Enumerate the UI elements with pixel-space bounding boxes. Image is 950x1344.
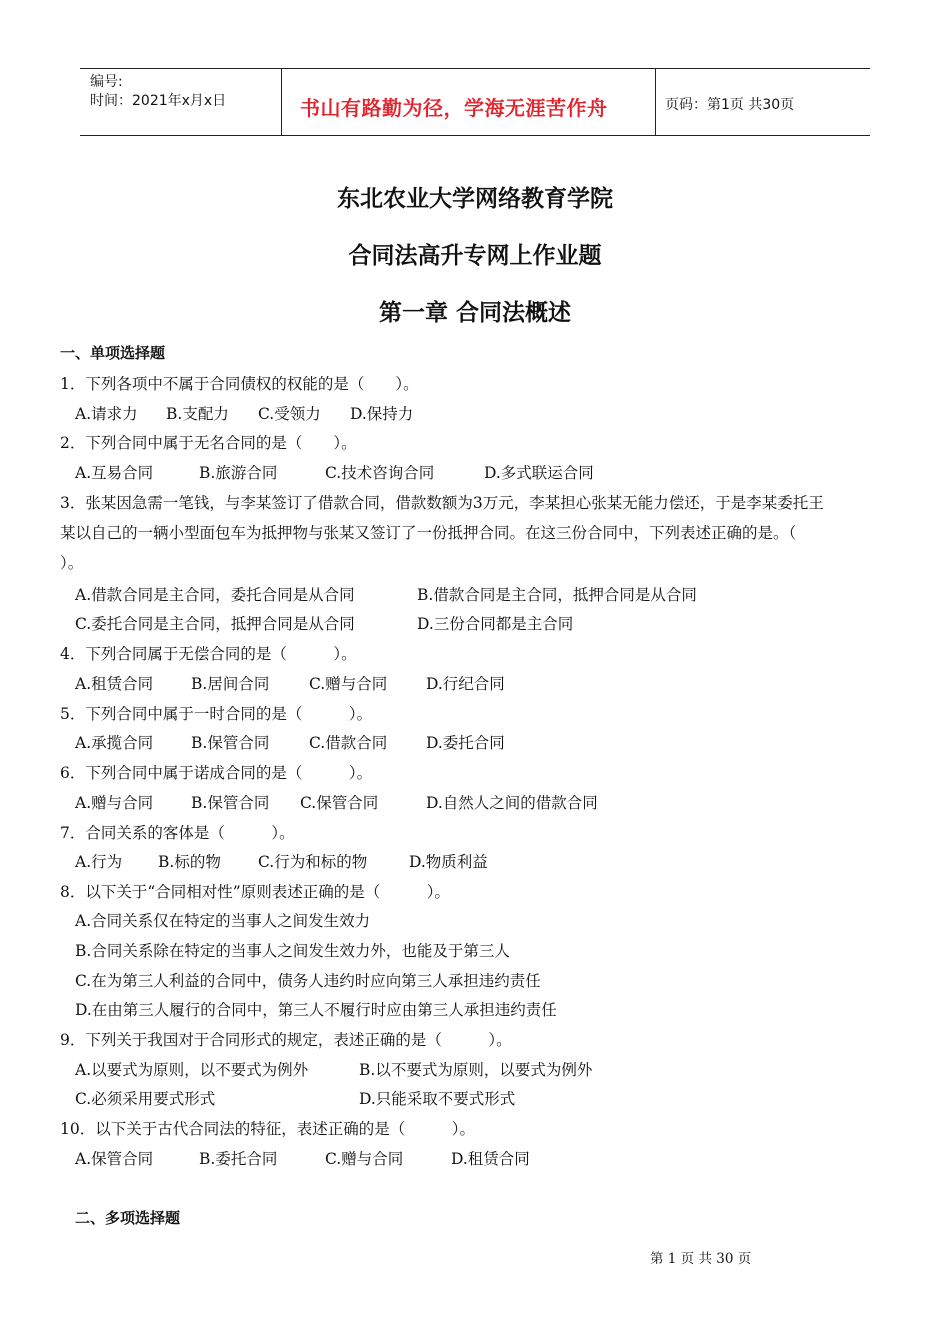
q10-option-d: D.租赁合同 (451, 1150, 530, 1168)
page-footer: 第 1 页 共 30 页 (650, 1251, 752, 1267)
q2-option-a: A.互易合同 (75, 464, 154, 482)
chapter-title: 第一章 合同法概述 (378, 300, 571, 326)
q10-option-b: B.委托合同 (199, 1150, 278, 1168)
q3-option-b: B.借款合同是主合同，抵押合同是从合同 (417, 586, 697, 604)
school-title: 东北农业大学网络教育学院 (337, 186, 613, 212)
q2-option-d: D.多式联运合同 (484, 464, 594, 482)
question-1: 1．下列各项中不属于合同债权的权能的是（ ）。 (60, 375, 419, 393)
question-10: 10．以下关于古代合同法的特征，表述正确的是（ ）。 (60, 1120, 475, 1138)
question-3-line-2: 某以自己的一辆小型面包车为抵押物与张某又签订了一份抵押合同。在这三份合同中，下列表述正确的是。（ (60, 524, 797, 542)
q6-option-d: D.自然人之间的借款合同 (426, 794, 598, 812)
question-8: 8．以下关于“合同相对性”原则表述正确的是（ ）。 (60, 883, 450, 901)
q9-option-b: B.以不要式为原则，以要式为例外 (359, 1061, 593, 1079)
question-9: 9．下列关于我国对于合同形式的规定，表述正确的是（ ）。 (60, 1031, 512, 1049)
header-number-label: 编号: (90, 74, 123, 90)
question-2: 2．下列合同中属于无名合同的是（ ）。 (60, 434, 357, 452)
header-top-border (80, 68, 870, 69)
q4-option-d: D.行纪合同 (426, 675, 505, 693)
q8-option-c: C.在为第三人利益的合同中，债务人违约时应向第三人承担违约责任 (75, 972, 541, 990)
header-bottom-border (80, 135, 870, 136)
q6-option-a: A.赠与合同 (75, 794, 154, 812)
q4-option-b: B.居间合同 (191, 675, 270, 693)
section-multiple-choice: 二、多项选择题 (75, 1209, 181, 1227)
q9-option-d: D.只能采取不要式形式 (359, 1090, 516, 1108)
q4-option-c: C.赠与合同 (309, 675, 388, 693)
q7-option-d: D.物质利益 (409, 853, 488, 871)
q8-option-b: B.合同关系除在特定的当事人之间发生效力外，也能及于第三人 (75, 942, 510, 960)
q1-option-a: A.请求力 (75, 405, 138, 423)
q1-option-c: C.受领力 (258, 405, 321, 423)
q5-option-c: C.借款合同 (309, 734, 388, 752)
question-3-line-3: ）。 (60, 554, 84, 572)
question-5: 5．下列合同中属于一时合同的是（ ）。 (60, 705, 373, 723)
q4-option-a: A.租赁合同 (75, 675, 154, 693)
q7-option-a: A.行为 (75, 853, 123, 871)
q2-option-c: C.技术咨询合同 (325, 464, 435, 482)
q3-option-a: A.借款合同是主合同，委托合同是从合同 (75, 586, 355, 604)
course-title: 合同法高升专网上作业题 (348, 243, 602, 269)
q9-option-a: A.以要式为原则，以不要式为例外 (75, 1061, 309, 1079)
q8-option-a: A.合同关系仅在特定的当事人之间发生效力 (75, 912, 371, 930)
header-divider-right (655, 68, 656, 136)
q5-option-a: A.承揽合同 (75, 734, 154, 752)
header-divider-left (281, 68, 282, 136)
q3-option-c: C.委托合同是主合同，抵押合同是从合同 (75, 615, 355, 633)
q9-option-c: C.必须采用要式形式 (75, 1090, 216, 1108)
q8-option-d: D.在由第三人履行的合同中，第三人不履行时应由第三人承担违约责任 (75, 1001, 557, 1019)
q6-option-c: C.保管合同 (300, 794, 379, 812)
header-time-label: 时间：2021年x月x日 (90, 93, 227, 109)
q6-option-b: B.保管合同 (191, 794, 270, 812)
q10-option-a: A.保管合同 (75, 1150, 154, 1168)
q5-option-b: B.保管合同 (191, 734, 270, 752)
q1-option-d: D.保持力 (350, 405, 414, 423)
section-single-choice: 一、单项选择题 (60, 344, 166, 362)
question-4: 4．下列合同属于无偿合同的是（ ）。 (60, 645, 357, 663)
q3-option-d: D.三份合同都是主合同 (417, 615, 574, 633)
q7-option-c: C.行为和标的物 (258, 853, 368, 871)
q5-option-d: D.委托合同 (426, 734, 505, 752)
q10-option-c: C.赠与合同 (325, 1150, 404, 1168)
header-motto: 书山有路勤为径，学海无涯苦作舟 (300, 96, 608, 120)
question-6: 6．下列合同中属于诺成合同的是（ ）。 (60, 764, 373, 782)
question-7: 7．合同关系的客体是（ ）。 (60, 824, 295, 842)
q2-option-b: B.旅游合同 (199, 464, 278, 482)
header-page-info: 页码：第1页 共30页 (665, 97, 795, 113)
q7-option-b: B.标的物 (158, 853, 221, 871)
question-3-line-1: 3．张某因急需一笔钱，与李某签订了借款合同，借款数额为3万元，李某担心张某无能力偿还，于是李某委托王 (60, 494, 824, 512)
q1-option-b: B.支配力 (166, 405, 229, 423)
